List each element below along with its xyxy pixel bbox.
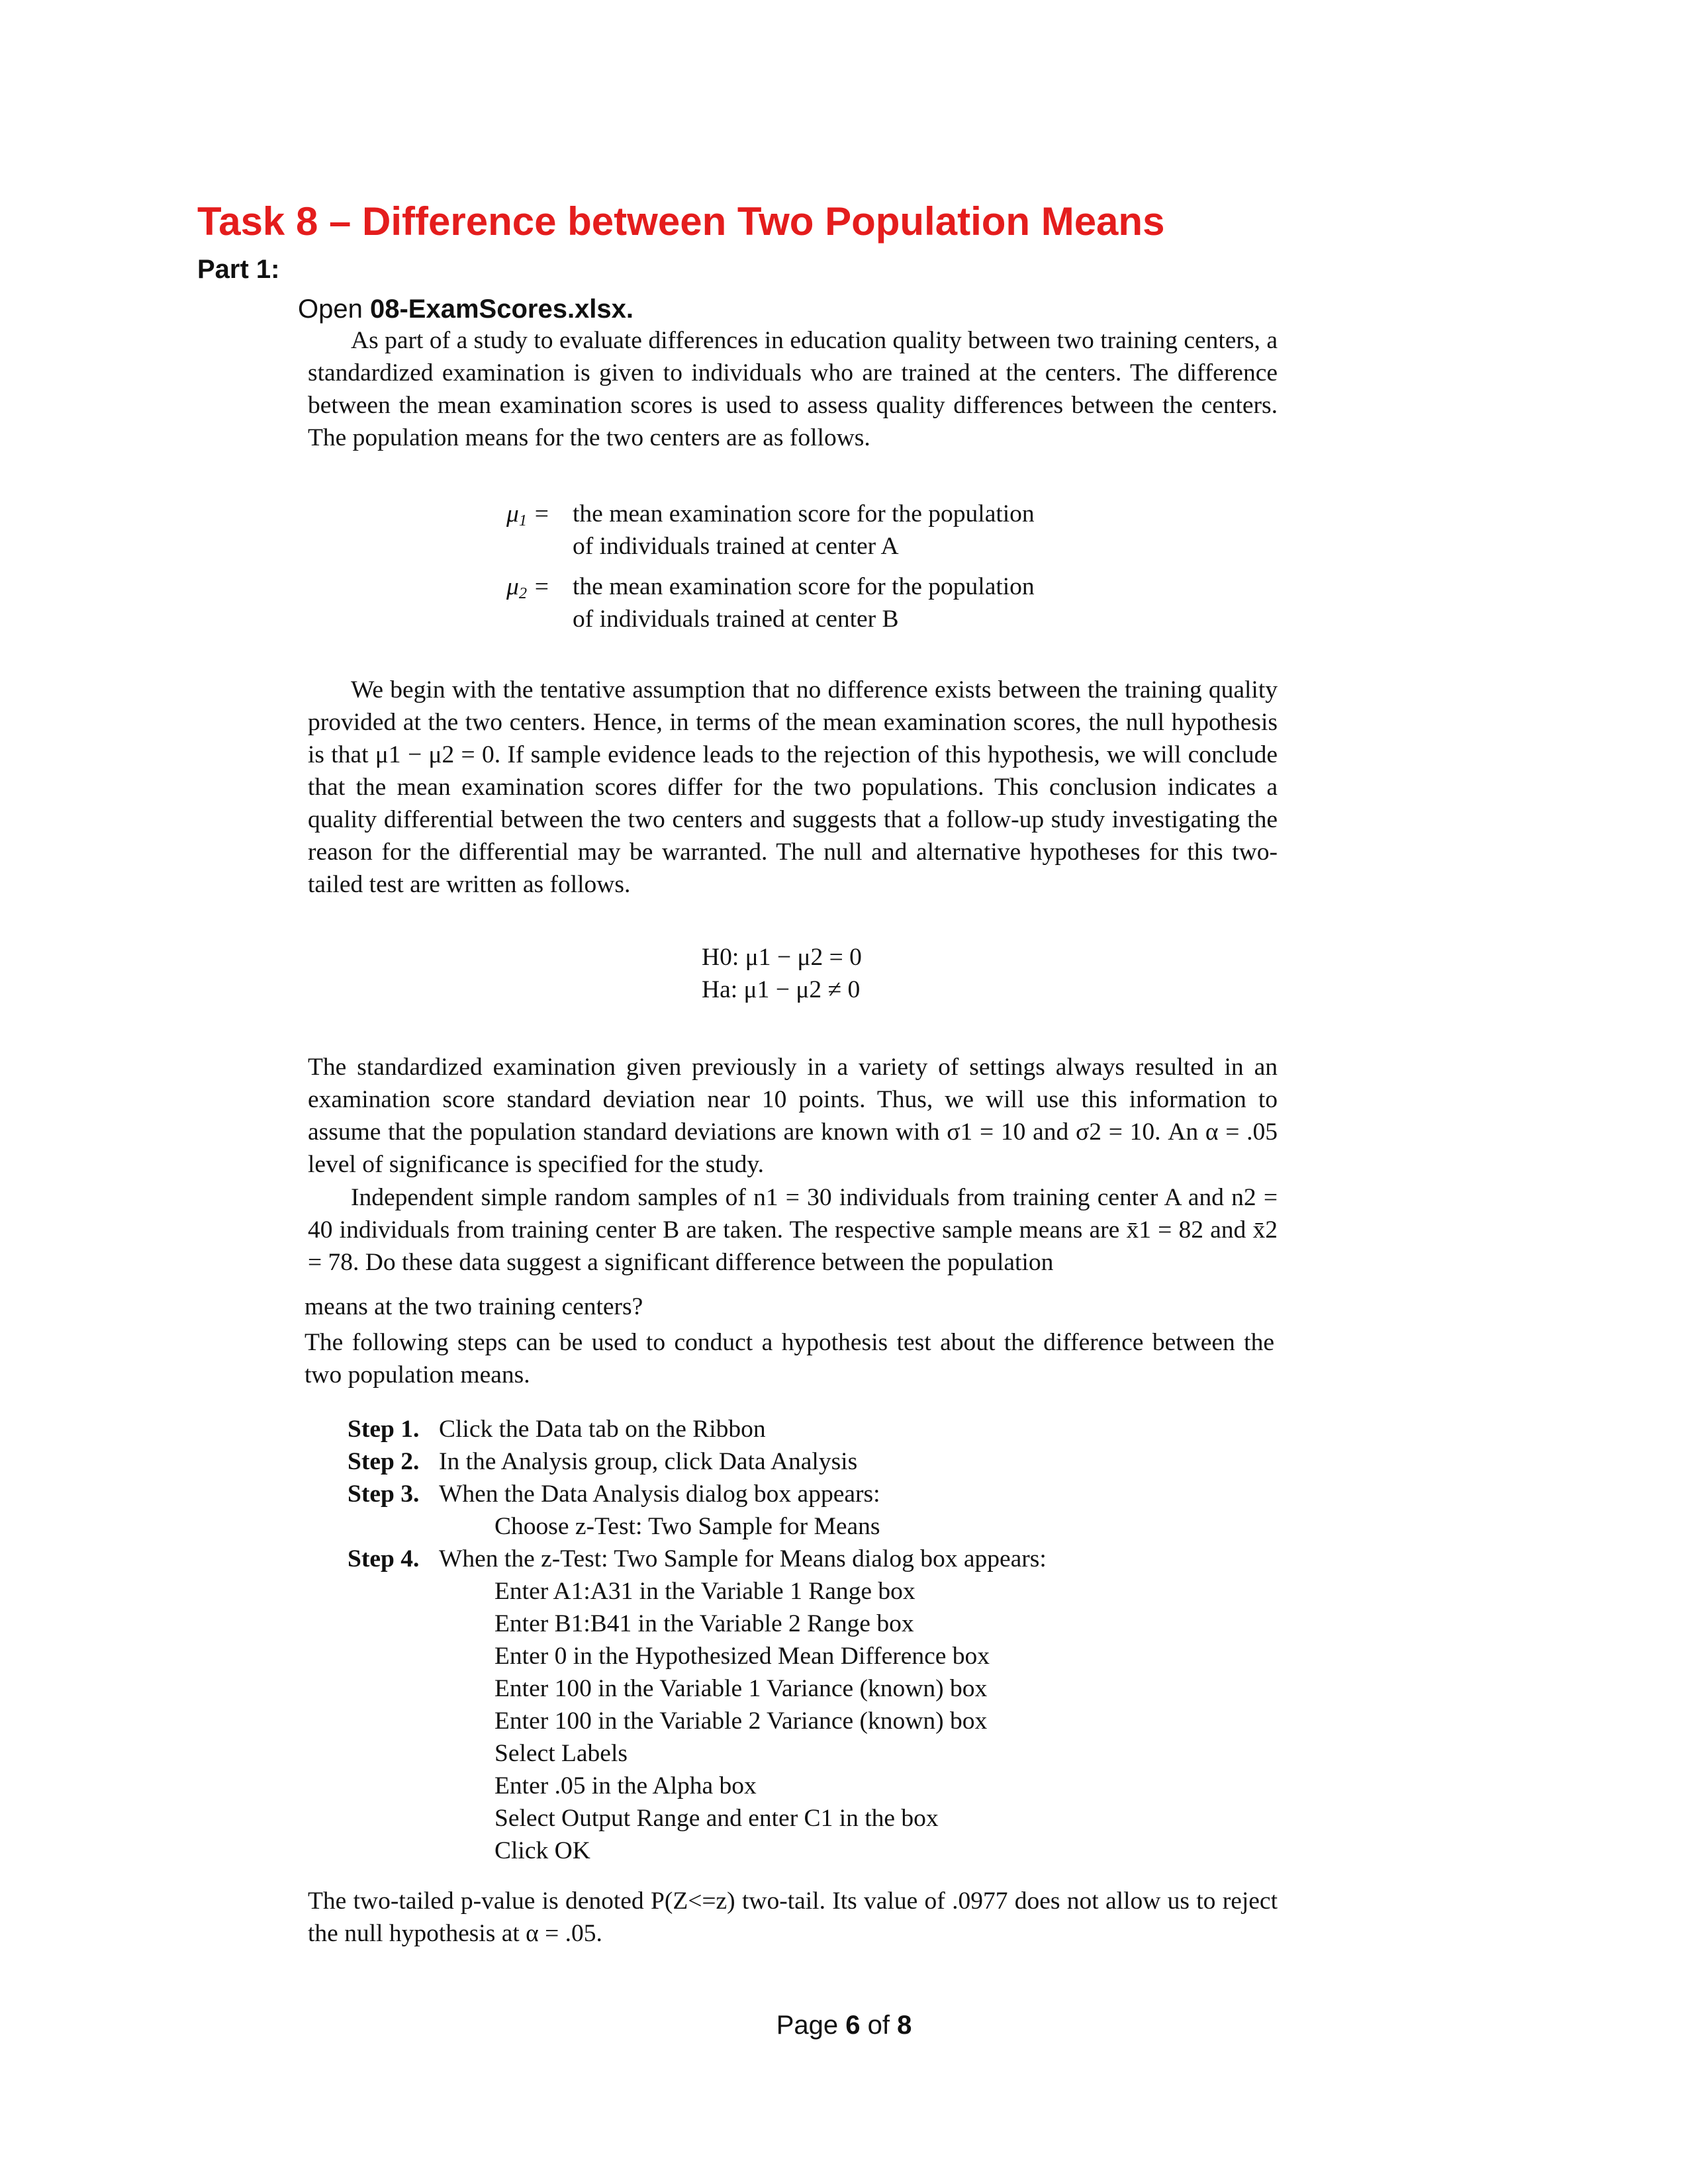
std-dev-paragraph: The standardized examination given previously in a variety of settings always resulted in an examination score standard deviation near 10 points. Thus, we will use this information to assume that the population standard deviations are known with σ1 = 10 and σ2 = 10. An α = .05 level of significance is specified for the study. [308,1054,1278,1178]
step-sub-item: Select Output Range and enter C1 in the box [494,1805,939,1832]
step-row [348,1413,1340,1445]
definition-line: the mean examination score for the population [573,573,1035,600]
definition-symbol: $\mu_1$ = [506,500,550,530]
definition-line: the mean examination score for the population [573,500,1035,527]
step-row [348,1478,1340,1510]
step-sub-item: Choose z-Test: Two Sample for Means [494,1513,880,1540]
steps-intro: The following steps can be used to conduct a hypothesis test about the difference between the two population means. [305,1329,1274,1388]
page-footer [0,2011,1688,2040]
footer-middle: of [860,2011,898,2040]
conclusion-paragraph: The two-tailed p-value is denoted P(Z<=z) two-tail. Its value of .0977 does not allow us to reject the null hypothesis at α = .05. [308,1888,1278,1947]
hypotheses [702,941,862,1006]
intro-paragraph [308,324,1278,454]
page-title: Task 8 – Difference between Two Population Means [197,199,1165,244]
assumption-text: We begin with the tentative assumption that no difference exists between the training quality provided at the two centers. Hence, in terms of the mean examination scores, the null hypothesis is that μ1 − μ2 = 0. If sample evidence leads to the rejection of this hypothesis, we will conclude that the mean examination scores differ for the two populations. This conclusion indicates a quality differential between the two centers and suggests that a follow-up study investigating the reason for the differential may be warranted. The null and alternative hypotheses for this two-tailed test are written as follows. [308,676,1278,898]
step-row [348,1445,1340,1478]
definition-line: of individuals trained at center A [573,533,899,560]
step-sub-item: Enter A1:A31 in the Variable 1 Range box [494,1578,915,1605]
step-sub-item: Enter 100 in the Variable 1 Variance (known) box [494,1675,988,1702]
open-file-name: 08-ExamScores.xlsx. [369,295,634,324]
definition-line: of individuals trained at center B [573,606,899,633]
footer-prefix: Page [776,2011,846,2040]
null-hypothesis: H0: μ1 − μ2 = 0 [702,944,862,971]
footer-total-pages: 8 [897,2011,912,2040]
step-sub-item: Enter 100 in the Variable 2 Variance (known) box [494,1707,988,1735]
step-row [348,1543,1340,1575]
open-instruction [298,295,633,324]
assumption-paragraph [308,674,1278,901]
step-text: Click the Data tab on the Ribbon [439,1416,766,1443]
open-prefix: Open [298,295,370,324]
alternative-hypothesis: Ha: μ1 − μ2 ≠ 0 [702,976,861,1003]
part-label: Part 1: [197,255,280,284]
step-text: When the z-Test: Two Sample for Means dialog box appears: [439,1545,1047,1572]
step-sub-item: Enter 0 in the Hypothesized Mean Difference box [494,1643,990,1670]
step-sub-item: Select Labels [494,1740,628,1767]
step-sub-item: Enter B1:B41 in the Variable 2 Range box [494,1610,914,1637]
step-label: Step 1. [348,1416,420,1443]
definition-symbol: $\mu_2$ = [506,573,550,603]
step-sub-item: Click OK [494,1837,590,1864]
sample-paragraph-tail: means at the two training centers? [305,1293,643,1320]
step-text: In the Analysis group, click Data Analysis [439,1448,858,1475]
step-label: Step 2. [348,1448,420,1475]
definition-mu2 [506,570,1102,635]
step-label: Step 3. [348,1480,420,1508]
step-text: When the Data Analysis dialog box appears: [439,1480,880,1508]
step-sub-item: Enter .05 in the Alpha box [494,1772,757,1799]
steps-list [348,1413,1340,1867]
definition-mu1 [506,498,1102,563]
footer-current-page: 6 [845,2011,861,2040]
mean-definitions [506,498,1102,635]
sample-paragraph [308,1181,1278,1279]
intro-text: As part of a study to evaluate differences in education quality between two training centers, a standardized examination is given to individuals who are trained at the centers. The difference between the mean examination scores is used to assess quality differences between the centers. The population means for the two centers are as follows. [308,327,1278,451]
sample-text: Independent simple random samples of n1 = 30 individuals from training center A and n2 = 40 individuals from training center B are taken. The respective sample means are x̄1 = 82 and x̄2 = 78. Do these data suggest a significant difference between the population [308,1184,1278,1276]
step-label: Step 4. [348,1545,420,1572]
